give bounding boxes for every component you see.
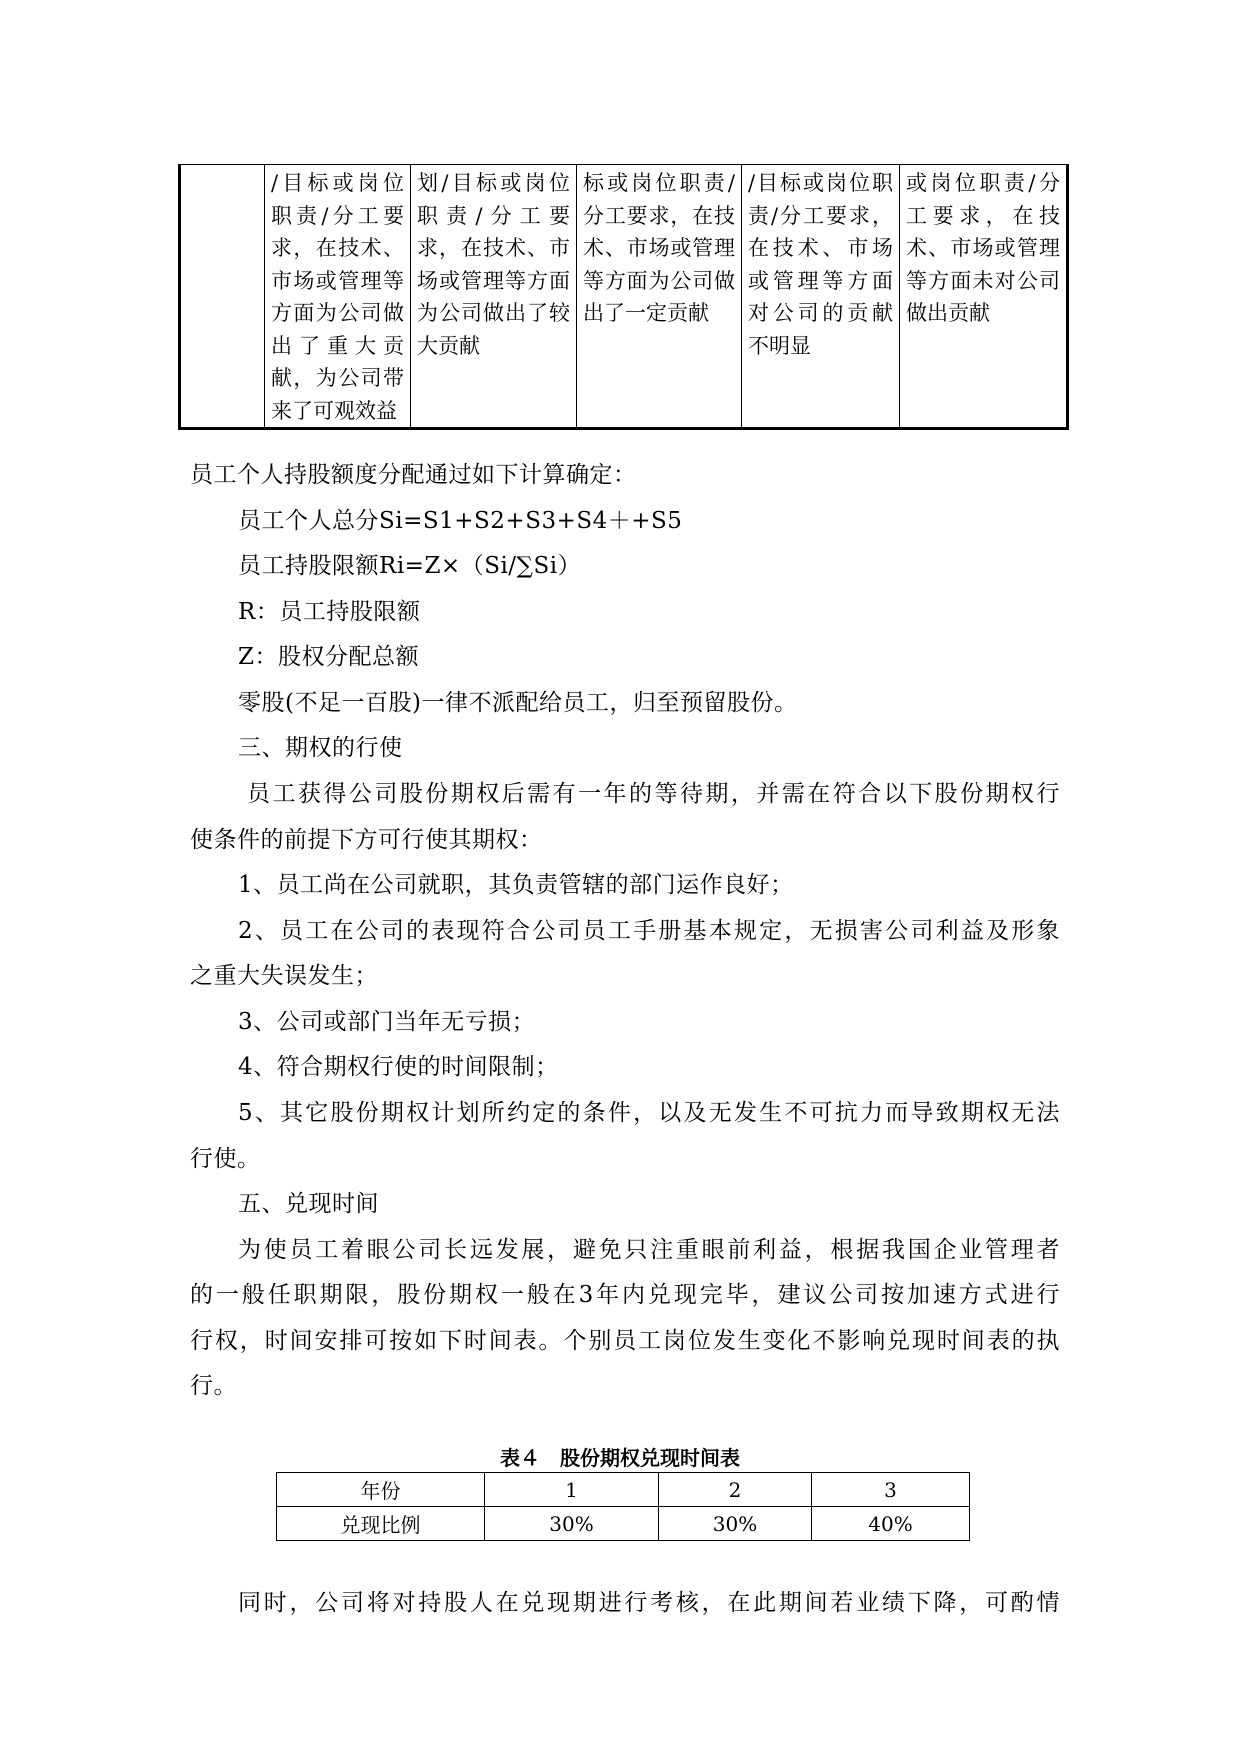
paragraph-line: 员工获得公司股份期权后需有一年的等待期，并需在符合以下股份期权行 <box>247 781 1060 807</box>
table-header-cell: 年份 <box>277 1473 485 1507</box>
section-heading: 五、兑现时间 <box>238 1191 379 1217</box>
paragraph-line: 之重大失误发生； <box>190 963 378 989</box>
table-header-cell: 2 <box>659 1473 812 1507</box>
table-cell <box>180 165 265 429</box>
section-heading: 三、期权的行使 <box>238 735 403 761</box>
criteria-table <box>178 164 1069 430</box>
table-cell: 标或岗位职责/分工要求，在技术、市场或管理等方面为公司做出了一定贡献 <box>577 165 742 429</box>
table-caption: 表４ 股份期权兑现时间表 <box>500 1446 740 1470</box>
paragraph-line: 使条件的前提下方可行使其期权： <box>190 827 543 853</box>
table-cell: 30% <box>659 1507 812 1541</box>
paragraph-line: 零股(不足一百股)一律不派配给员工，归至预留股份。 <box>238 690 798 716</box>
variable-definition: R：员工持股限额 <box>238 599 421 625</box>
formula-share-limit: 员工持股限额Ri=Z×（Si/∑Si） <box>238 553 582 579</box>
list-item: 3、公司或部门当年无亏损； <box>238 1009 536 1035</box>
list-item: 1、员工尚在公司就职，其负责管辖的部门运作良好； <box>238 872 794 898</box>
paragraph-line: 行使。 <box>190 1146 261 1172</box>
table-cell: 划/目标或岗位职责/分工要求，在技术、市场或管理等方面为公司做出了较大贡献 <box>411 165 577 429</box>
table-row <box>277 1473 970 1507</box>
vesting-schedule-table <box>276 1472 970 1541</box>
table-header-cell: 1 <box>485 1473 659 1507</box>
formula-total-score: 员工个人总分Si=S1+S2+S3+S4＋+S5 <box>238 508 683 534</box>
table-cell: /目标或岗位职责/分工要求，在技术、市场或管理等方面对公司的贡献不明显 <box>742 165 900 429</box>
variable-definition: Z：股权分配总额 <box>238 644 419 670</box>
table-row <box>180 165 1068 429</box>
table-cell: 40% <box>812 1507 970 1541</box>
table-cell: 或岗位职责/分工要求，在技术、市场或管理等方面未对公司做出贡献 <box>900 165 1068 429</box>
table-cell: /目标或岗位职责/分工要求，在技术、市场或管理等方面为公司做出了重大贡献，为公司带来了可观效益 <box>265 165 411 429</box>
list-item: 5、其它股份期权计划所约定的条件，以及无发生不可抗力而导致期权无法 <box>238 1100 1060 1126</box>
list-item: 2、员工在公司的表现符合公司员工手册基本规定，无损害公司利益及形象 <box>238 918 1060 944</box>
list-item: 4、符合期权行使的时间限制； <box>238 1054 559 1080</box>
paragraph-line: 为使员工着眼公司长远发展，避免只注重眼前利益，根据我国企业管理者 <box>238 1237 1060 1263</box>
table-cell: 兑现比例 <box>277 1507 485 1541</box>
paragraph-line: 行。 <box>190 1373 237 1399</box>
table-header-cell: 3 <box>812 1473 970 1507</box>
table-cell: 30% <box>485 1507 659 1541</box>
paragraph-line: 的一般任职期限，股份期权一般在3年内兑现完毕，建议公司按加速方式进行 <box>190 1282 1060 1308</box>
paragraph-line: 员工个人持股额度分配通过如下计算确定： <box>190 462 637 488</box>
table-row <box>277 1507 970 1541</box>
paragraph-line: 行权，时间安排可按如下时间表。个别员工岗位发生变化不影响兑现时间表的执 <box>190 1328 1060 1354</box>
paragraph-line: 同时，公司将对持股人在兑现期进行考核，在此期间若业绩下降，可酌情 <box>238 1590 1060 1616</box>
